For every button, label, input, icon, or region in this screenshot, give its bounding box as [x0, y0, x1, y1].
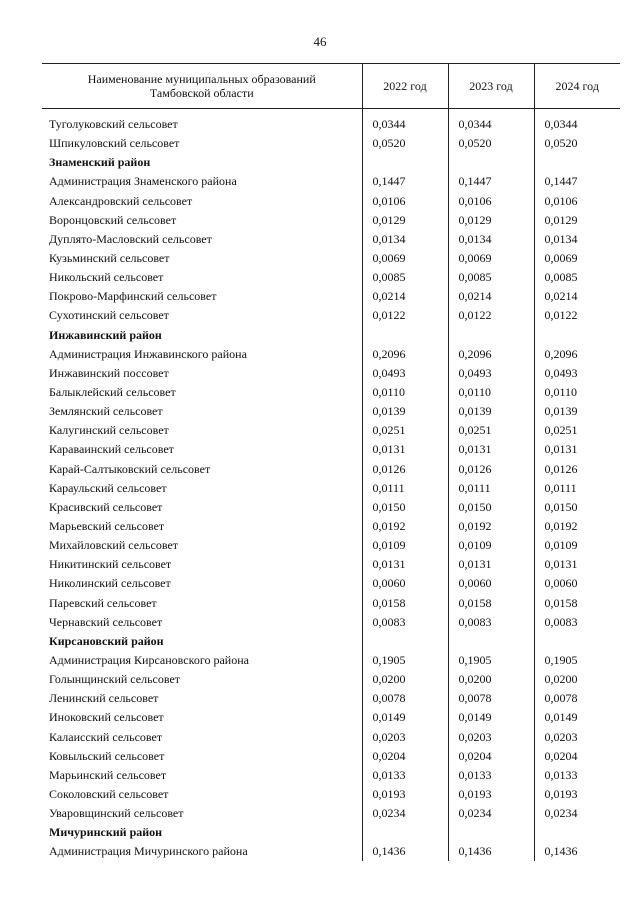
value-2023 [448, 326, 534, 345]
table-row [42, 460, 620, 479]
value-2022: 0,0078 [362, 689, 448, 708]
value-2024: 0,0129 [534, 211, 620, 230]
table-body [42, 109, 620, 862]
value-2022: 0,0085 [362, 268, 448, 287]
table-row [42, 498, 620, 517]
municipality-name: Балыклейский сельсовет [49, 385, 176, 400]
value-2024: 0,0344 [534, 109, 620, 135]
table-row [42, 747, 620, 766]
value-2022: 0,0134 [362, 230, 448, 249]
value-2022 [362, 153, 448, 172]
value-2024: 0,0149 [534, 708, 620, 727]
municipality-name: Уваровщинский сельсовет [49, 806, 184, 821]
value-2023: 0,0133 [448, 766, 534, 785]
municipality-name: Паревский сельсовет [49, 595, 157, 610]
value-2023: 0,0192 [448, 517, 534, 536]
value-2024: 0,1436 [534, 842, 620, 861]
value-2022 [362, 632, 448, 651]
municipality-name: Иноковский сельсовет [49, 710, 164, 725]
value-2022: 0,0193 [362, 785, 448, 804]
value-2024: 0,0139 [534, 402, 620, 421]
value-2022: 0,0149 [362, 708, 448, 727]
municipality-name: Караваинский сельсовет [49, 442, 174, 457]
value-2023: 0,0193 [448, 785, 534, 804]
district-heading-row [42, 823, 620, 842]
value-2022: 0,1447 [362, 172, 448, 191]
value-2023: 0,0111 [448, 479, 534, 498]
table-row [42, 785, 620, 804]
value-2022: 0,0109 [362, 536, 448, 555]
table-row [42, 249, 620, 268]
table-row [42, 172, 620, 191]
value-2022: 0,0069 [362, 249, 448, 268]
value-2024: 0,0085 [534, 268, 620, 287]
municipality-name: Ленинский сельсовет [49, 691, 159, 706]
municipality-name: Калугинский сельсовет [49, 423, 169, 438]
value-2023: 0,0085 [448, 268, 534, 287]
value-2024: 0,0200 [534, 670, 620, 689]
value-2024: 0,0111 [534, 479, 620, 498]
table-row [42, 402, 620, 421]
value-2022: 0,1436 [362, 842, 448, 861]
value-2023: 0,0106 [448, 192, 534, 211]
table-row [42, 670, 620, 689]
value-2023: 0,0344 [448, 109, 534, 135]
value-2023: 0,0493 [448, 364, 534, 383]
value-2023: 0,0520 [448, 134, 534, 153]
table-row [42, 287, 620, 306]
municipality-name: Соколовский сельсовет [49, 786, 169, 801]
value-2022: 0,0126 [362, 460, 448, 479]
value-2022: 0,0158 [362, 594, 448, 613]
value-2022: 0,0060 [362, 574, 448, 593]
value-2022: 0,0110 [362, 383, 448, 402]
district-heading-row [42, 632, 620, 651]
value-2022: 0,0106 [362, 192, 448, 211]
value-2023: 0,0214 [448, 287, 534, 306]
value-2022 [362, 326, 448, 345]
municipality-name: Покрово-Марфинский сельсовет [49, 289, 217, 304]
table-row [42, 766, 620, 785]
value-2024: 0,0493 [534, 364, 620, 383]
municipality-name: Ковыльский сельсовет [49, 748, 165, 763]
municipality-name: Землянский сельсовет [49, 404, 163, 419]
municipality-name: Никитинский сельсовет [49, 557, 172, 572]
value-2022: 0,0083 [362, 613, 448, 632]
value-2022: 0,0129 [362, 211, 448, 230]
value-2022: 0,0214 [362, 287, 448, 306]
district-name: Инжавинский район [49, 327, 162, 342]
value-2024: 0,0134 [534, 230, 620, 249]
value-2024: 0,0251 [534, 421, 620, 440]
value-2023: 0,0083 [448, 613, 534, 632]
value-2024: 0,0133 [534, 766, 620, 785]
value-2024: 0,0192 [534, 517, 620, 536]
municipality-name: Марьевский сельсовет [49, 519, 165, 534]
value-2023: 0,0234 [448, 804, 534, 823]
municipality-name: Калаисский сельсовет [49, 729, 163, 744]
value-2023 [448, 632, 534, 651]
district-name: Мичуринский район [49, 825, 163, 840]
value-2024: 0,0214 [534, 287, 620, 306]
value-2024: 0,1447 [534, 172, 620, 191]
value-2022: 0,0251 [362, 421, 448, 440]
district-name: Знаменский район [49, 155, 151, 170]
municipality-name: Воронцовский сельсовет [49, 212, 177, 227]
table-row [42, 134, 620, 153]
table-header-row [42, 64, 620, 109]
value-2023: 0,0109 [448, 536, 534, 555]
table-row [42, 383, 620, 402]
table-row [42, 109, 620, 135]
municipality-name: Чернавский сельсовет [49, 614, 163, 629]
table-row [42, 364, 620, 383]
municipality-name: Администрация Знаменского района [49, 174, 237, 189]
table-row [42, 268, 620, 287]
value-2024: 0,0060 [534, 574, 620, 593]
table-row [42, 555, 620, 574]
value-2023: 0,0134 [448, 230, 534, 249]
value-2024: 0,1905 [534, 651, 620, 670]
value-2023: 0,0131 [448, 555, 534, 574]
value-2022: 0,1905 [362, 651, 448, 670]
municipality-name: Администрация Кирсановского района [49, 653, 249, 667]
municipality-name: Шпикуловский сельсовет [49, 136, 180, 151]
value-2023: 0,0203 [448, 728, 534, 747]
table-row [42, 804, 620, 823]
table-row [42, 517, 620, 536]
municipality-name: Михайловский сельсовет [49, 538, 179, 553]
municipality-name: Карай-Салтыковский сельсовет [49, 461, 211, 476]
value-2023: 0,2096 [448, 345, 534, 364]
table-row [42, 728, 620, 747]
value-2023: 0,0078 [448, 689, 534, 708]
value-2024: 0,0234 [534, 804, 620, 823]
table-row [42, 708, 620, 727]
table-row [42, 594, 620, 613]
value-2023: 0,1436 [448, 842, 534, 861]
value-2023: 0,0150 [448, 498, 534, 517]
header-name-cell [42, 64, 362, 109]
table-row [42, 421, 620, 440]
value-2024: 0,0131 [534, 555, 620, 574]
table-row [42, 689, 620, 708]
header-name-line-1: Наименование муниципальных образований [87, 72, 316, 86]
municipality-name: Администрация Мичуринского района [49, 844, 248, 859]
district-name: Кирсановский район [49, 633, 164, 648]
value-2023: 0,0204 [448, 747, 534, 766]
table-row [42, 440, 620, 459]
value-2023: 0,1447 [448, 172, 534, 191]
table-row [42, 306, 620, 325]
municipality-name: Туголуковский сельсовет [49, 117, 178, 132]
value-2023 [448, 823, 534, 842]
value-2024 [534, 823, 620, 842]
header-year-2022: 2022 год [362, 64, 448, 109]
value-2022: 0,0200 [362, 670, 448, 689]
value-2024 [534, 632, 620, 651]
value-2023: 0,0149 [448, 708, 534, 727]
value-2024: 0,0078 [534, 689, 620, 708]
table-row [42, 211, 620, 230]
allocation-table [42, 63, 620, 861]
value-2023: 0,0251 [448, 421, 534, 440]
municipality-name: Инжавинский поссовет [49, 365, 169, 380]
header-name-line-2: Тамбовской области [149, 86, 254, 100]
table-row [42, 536, 620, 555]
municipality-name: Марьинский сельсовет [49, 767, 167, 782]
value-2023: 0,0126 [448, 460, 534, 479]
value-2022 [362, 823, 448, 842]
municipality-name: Администрация Инжавинского района [49, 346, 247, 361]
table-row [42, 192, 620, 211]
value-2024: 0,0126 [534, 460, 620, 479]
value-2024: 0,0204 [534, 747, 620, 766]
value-2022: 0,0139 [362, 402, 448, 421]
value-2022: 0,0122 [362, 306, 448, 325]
value-2023: 0,0122 [448, 306, 534, 325]
municipality-name: Караульский сельсовет [49, 480, 167, 495]
municipality-name: Николинский сельсовет [49, 576, 171, 591]
municipality-name: Кузьминский сельсовет [49, 251, 170, 266]
value-2022: 0,0133 [362, 766, 448, 785]
value-2023: 0,0139 [448, 402, 534, 421]
value-2023: 0,0069 [448, 249, 534, 268]
value-2024: 0,0203 [534, 728, 620, 747]
value-2023: 0,0129 [448, 211, 534, 230]
table-row [42, 345, 620, 364]
municipality-name: Сухотинский сельсовет [49, 308, 169, 323]
value-2022: 0,0234 [362, 804, 448, 823]
value-2024 [534, 153, 620, 172]
value-2022: 0,0204 [362, 747, 448, 766]
table-row [42, 842, 620, 861]
value-2024: 0,0109 [534, 536, 620, 555]
table-row [42, 574, 620, 593]
table-row [42, 613, 620, 632]
table-row [42, 230, 620, 249]
value-2024: 0,0110 [534, 383, 620, 402]
value-2023: 0,0131 [448, 440, 534, 459]
value-2022: 0,0111 [362, 479, 448, 498]
value-2023: 0,0158 [448, 594, 534, 613]
value-2024: 0,0158 [534, 594, 620, 613]
municipality-name: Дуплято-Масловский сельсовет [49, 231, 212, 246]
value-2023: 0,0110 [448, 383, 534, 402]
value-2023 [448, 153, 534, 172]
value-2024: 0,0193 [534, 785, 620, 804]
municipality-name: Голынщинский сельсовет [49, 672, 181, 687]
value-2024 [534, 326, 620, 345]
value-2023: 0,0200 [448, 670, 534, 689]
district-heading-row [42, 326, 620, 345]
value-2022: 0,0520 [362, 134, 448, 153]
value-2024: 0,0131 [534, 440, 620, 459]
district-heading-row [42, 153, 620, 172]
municipality-name: Александровский сельсовет [49, 193, 193, 208]
value-2023: 0,0060 [448, 574, 534, 593]
value-2022: 0,2096 [362, 345, 448, 364]
municipality-name: Никольский сельсовет [49, 270, 164, 285]
value-2023: 0,1905 [448, 651, 534, 670]
table-row [42, 651, 620, 670]
header-year-2023: 2023 год [448, 64, 534, 109]
value-2022: 0,0493 [362, 364, 448, 383]
table-row [42, 479, 620, 498]
value-2024: 0,0150 [534, 498, 620, 517]
value-2022: 0,0203 [362, 728, 448, 747]
value-2022: 0,0131 [362, 555, 448, 574]
value-2024: 0,0083 [534, 613, 620, 632]
value-2024: 0,0122 [534, 306, 620, 325]
value-2022: 0,0192 [362, 517, 448, 536]
value-2024: 0,2096 [534, 345, 620, 364]
page-number: 46 [313, 34, 327, 49]
value-2022: 0,0150 [362, 498, 448, 517]
value-2024: 0,0069 [534, 249, 620, 268]
header-year-2024: 2024 год [534, 64, 620, 109]
value-2022: 0,0131 [362, 440, 448, 459]
value-2024: 0,0520 [534, 134, 620, 153]
value-2022: 0,0344 [362, 109, 448, 135]
value-2024: 0,0106 [534, 192, 620, 211]
municipality-name: Красивский сельсовет [49, 499, 163, 514]
